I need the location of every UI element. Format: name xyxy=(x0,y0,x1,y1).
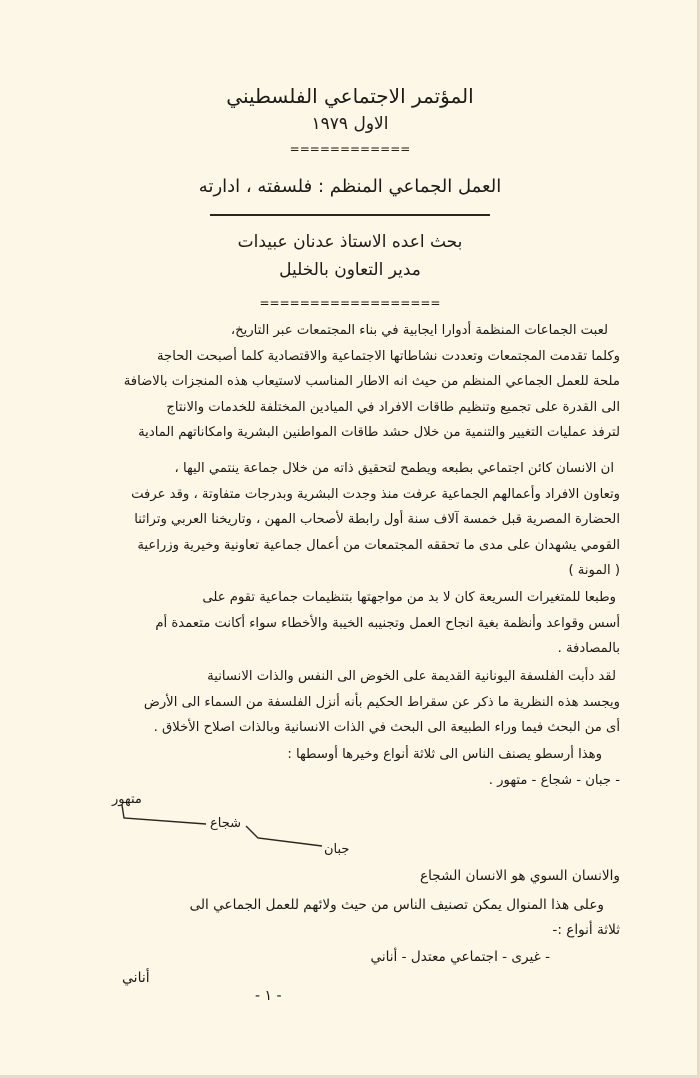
body-line: وطبعا للمتغيرات السريعة كان لا بد من مواجهتها بتنظيمات جماعية تقوم على xyxy=(202,590,616,605)
body-line: والانسان السوي هو الانسان الشجاع xyxy=(420,868,620,884)
body-line: لعبت الجماعات المنظمة أدوارا ايجابية في بناء المجتمعات عبر التاريخ، xyxy=(230,323,608,338)
body-line: القومي يشهدان على مدى ما تحققه المجتمعات من أعمال جماعية تعاونية وخيرية وزراعية xyxy=(137,538,620,553)
author-position: مدير التعاون بالخليل xyxy=(279,260,421,280)
body-line: ان الانسان كائن اجتماعي بطبعه ويطمح لتحقيق ذاته من خلال جماعة ينتمي اليها ، xyxy=(174,461,614,476)
body-line: ( المونة ) xyxy=(568,563,620,578)
diagram-stroke-reckless xyxy=(122,805,206,824)
body-line: لترفد عمليات التغيير والتنمية من خلال حشد طاقات المواطنين البشرية وامكاناتهم المادية xyxy=(138,425,620,440)
body-line: ويجسد هذه النظرية ما ذكر عن سقراط الحكيم بأنه أنزل الفلسفة من السماء الى الأرض xyxy=(143,695,620,710)
diagram-label-reckless: متهور xyxy=(112,792,142,807)
body-line: أى من البحث فيما وراء الطبيعة الى البحث في الذات الانسانية وبالذات اصلاح الأخلاق . xyxy=(153,720,620,735)
conference-title: المؤتمر الاجتماعي الفلسطيني xyxy=(226,84,474,108)
body-line: الحضارة المصرية قبل خمسة آلاف سنة أول رابطة لأصحاب المهن ، وتاريخنا العربي وتراثنا xyxy=(134,512,620,527)
body-line: لقد دأبت الفلسفة اليونانية القديمة على الخوض الى النفس والذات الانسانية xyxy=(207,669,616,684)
diagram-label-coward: جبان xyxy=(324,842,350,857)
page-number: - ١ - xyxy=(255,988,282,1004)
body-line: ملحة للعمل الجماعي المنظم من حيث انه الاطار المناسب لاستيعاب هذه المنجزات بالاضافة xyxy=(123,374,620,389)
diagram-stroke-brave xyxy=(246,826,322,846)
separator-bottom: ================== xyxy=(259,296,441,310)
body-line: الى القدرة على تجميع وتنظيم طاقات الافراد في الميادين المختلفة للخدمات والانتاج xyxy=(166,400,620,415)
body-line: وعلى هذا المنوال يمكن تصنيف الناس من حيث ولائهم للعمل الجماعي الى xyxy=(189,897,604,913)
body-line: - غيرى - اجتماعي معتدل - أناني xyxy=(370,949,550,965)
selfish-note: أناني xyxy=(122,970,150,986)
body-line: أسس وقواعد وأنظمة بغية انجاح العمل وتجنيبه الخيبة والأخطاء سواء أكانت متعمدة أم xyxy=(155,616,620,631)
separator-top: ============ xyxy=(289,142,411,156)
body-line: وتعاون الافراد وأعمالهم الجماعية عرفت منذ وجدت البشرية وبدرجات متفاوتة ، وقد عرفت xyxy=(131,487,620,502)
diagram-label-brave: شجاع xyxy=(210,816,242,831)
body-line: ثلاثة أنواع :- xyxy=(552,922,620,938)
body-line: وكلما تقدمت المجتمعات وتعددت نشاطاتها الاجتماعية والاقتصادية كلما أصبحت الحاجة xyxy=(156,349,620,364)
body-line: - جبان - شجاع - متهور . xyxy=(488,773,620,788)
body-line: وهذا أرسطو يصنف الناس الى ثلاثة أنواع وخيرها أوسطها : xyxy=(287,747,602,762)
conference-year: الاول ١٩٧٩ xyxy=(311,114,389,134)
body-line: بالمصادفة . xyxy=(557,641,620,656)
author-line: بحث اعده الاستاذ عدنان عبيدات xyxy=(237,232,463,252)
paper-subject: العمل الجماعي المنظم : فلسفته ، ادارته xyxy=(198,176,502,197)
